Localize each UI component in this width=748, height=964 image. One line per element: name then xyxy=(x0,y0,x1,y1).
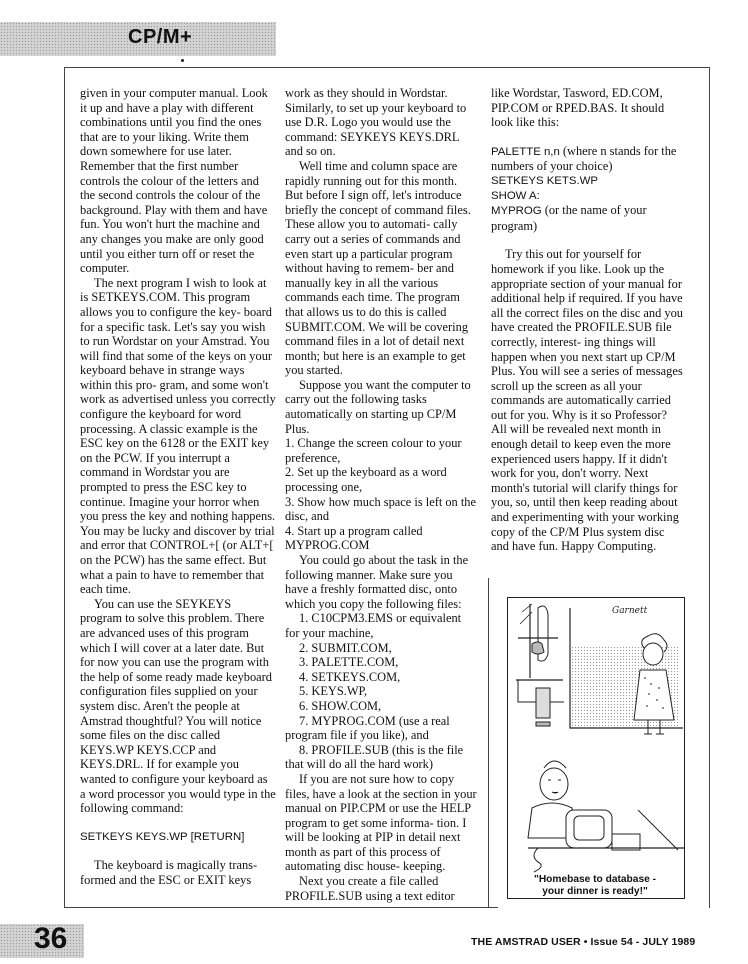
column3-paragraph: SHOW A: xyxy=(491,189,540,202)
column2-paragraph: 4. SETKEYS.COM, xyxy=(299,669,401,684)
article-column-2 xyxy=(285,86,477,903)
column2-paragraph: 4. Start up a program called MYPROG.COM xyxy=(285,523,423,553)
decorative-dot xyxy=(181,59,184,62)
paragraph-gap xyxy=(491,130,683,144)
column2-paragraph: 6. SHOW.COM, xyxy=(299,698,382,713)
section-title: CP/M+ xyxy=(128,26,193,48)
cartoonist-signature: Garnett xyxy=(612,606,648,616)
column2-paragraph: 8. PROFILE.SUB (this is the file that will do all the hard work) xyxy=(285,742,464,772)
column1-paragraph: The next program I wish to look at is SETKEYS.COM. This program allows you to configure the key- board for a specific task. Let's say you wish to run Wordstar on your Amstrad. You will find that some of the keys on your keyboard behave in strange ways within this pro- gram, and some won't work as advertised unless you correctly configure the keyboard for word processing. A classic example is the ESC key on the 6128 or the EXIT key on the PCW. If you interrupt a command in Wordstar you are prompted to press the ESC key to continue. Imagine your horror when you press the key and nothing happens. You may be lucky and discover by trial and error that CONTROL+[ (or ALT+[ on the PCW) has the same effect. But what a pain to have to remember that each time. xyxy=(80,275,276,597)
column2-paragraph: 1. C10CPM3.EMS or equivalent for your machine, xyxy=(285,611,462,640)
column3-paragraph: Try this out for yourself for homework if you like. Look up the appropriate section of your manual for additional help if required. If you have all the correct files on the disc and you have created the PROFILE.SUB file correctly, interest- ing things will happen when you next start up CP/M Plus. You will see a series of messages scroll up the screen as all your commands are automatically carried out for you. Why is it so Professor? All will be revealed next month in enough detail to keep even the more experienced users happy. If it didn't work for you, don't worry. Next month's tutorial will clarify things for you, so, until then keep reading about and experimenting with your working copy of the CP/M Plus system disc and have fun. Happy Computing. xyxy=(491,247,683,554)
column3-paragraph xyxy=(491,144,683,174)
column1-paragraph: The keyboard is magically trans- formed and the ESC or EXIT keys xyxy=(80,858,258,887)
command-note: (where n stands for the numbers of your choice) xyxy=(491,143,677,174)
column2-paragraph: 2. Set up the keyboard as a word processing one, xyxy=(285,465,447,495)
cartoon-illustration xyxy=(507,597,685,899)
page-number: 36 xyxy=(34,922,68,955)
command-text: MYPROG xyxy=(491,205,542,218)
cartoon-drawing xyxy=(508,598,684,874)
column3-paragraph: SETKEYS KETS.WP xyxy=(491,174,598,187)
column1-paragraph: SETKEYS KEYS.WP [RETURN] xyxy=(80,830,245,843)
article-column-3 xyxy=(491,86,683,554)
column2-paragraph: You could go about the task in the following manner. Make sure you have a freshly formatted disc, onto which you copy the following files: xyxy=(285,553,469,611)
column2-paragraph: work as they should in Wordstar. Similarly, to set up your keyboard to use D.R. Logo you would use the command: SEYKEYS KEYS.DRL and so on. xyxy=(285,86,467,159)
column2-paragraph: 3. Show how much space is left on the disc, and xyxy=(285,494,476,524)
column3-paragraph: like Wordstar, Tasword, ED.COM, PIP.COM or RPED.BAS. It should look like this: xyxy=(491,86,665,130)
column2-paragraph: 1. Change the screen colour to your preference, xyxy=(285,436,462,465)
column-divider xyxy=(488,578,489,908)
column2-paragraph: Well time and column space are rapidly running out for this month. But before I sign off, let's introduce briefly the concept of command files. These allow you to automati- cally carry out a series of commands and even start up a particular program without having to remem- ber and manually key in all the various commands each time. The program that allows us to do this is called SUBMIT.COM. We will be covering command files in a lot of detail next month; but here is an example to get you started. xyxy=(285,158,471,378)
column1-paragraph: given in your computer manual. Look it up and have a play with different combinations until you find the ones that are to your liking. Write them down somewhere for use later. Remember that the first number controls the colour of the letters and the second controls the colour of the background. Play with them and have fun. You won't hurt the machine and any changes you make are only good until you either turn off or reset the computer. xyxy=(80,86,268,276)
cartoon-caption-line-2: your dinner is ready!" xyxy=(542,886,648,897)
column2-paragraph: Suppose you want the computer to carry out the following tasks automatically on starting up CP/M Plus. xyxy=(285,377,471,436)
issue-info: THE AMSTRAD USER • Issue 54 - JULY 1989 xyxy=(471,936,696,948)
cartoon-caption-line-1: "Homebase to database - xyxy=(533,874,657,885)
column2-paragraph: Next you create a file called PROFILE.SUB using a text editor xyxy=(285,874,455,903)
article-column-1 xyxy=(80,86,276,887)
paragraph-gap xyxy=(80,816,276,830)
paragraph-gap xyxy=(80,844,276,858)
column2-paragraph: 5. KEYS.WP, xyxy=(299,684,368,699)
cartoon-caption xyxy=(507,874,683,898)
command-text: PALETTE n,n xyxy=(491,145,560,158)
command-note: (or the name of your program) xyxy=(491,203,647,233)
column2-paragraph: 3. PALETTE.COM, xyxy=(299,655,399,670)
footer-rule xyxy=(64,907,498,908)
column2-paragraph: 2. SUBMIT.COM, xyxy=(299,640,392,655)
column2-paragraph: If you are not sure how to copy files, have a look at the section in your manual on PIP.CPM or use the HELP program to get some informa- tion. I will be looking at PIP in detail next month as part of this process of automating disc house- keeping. xyxy=(285,771,477,874)
paragraph-gap xyxy=(491,233,683,247)
column3-paragraph xyxy=(491,203,683,233)
column1-paragraph: You can use the SEYKEYS program to solve this problem. There are advanced uses of this program which I will cover at a later date. But for now you can use the program with the help of some ready made keyboard configuration files supplied on your system disc. Aren't the people at Amstrad thoughtful? You will notice some files on the disc called KEYS.WP KEYS.CCP and KEYS.DRL. If for example you wanted to configure your keyboard as a word processor you would type in the following command: xyxy=(80,596,276,816)
column2-paragraph: 7. MYPROG.COM (use a real program file if you like), and xyxy=(285,713,450,743)
